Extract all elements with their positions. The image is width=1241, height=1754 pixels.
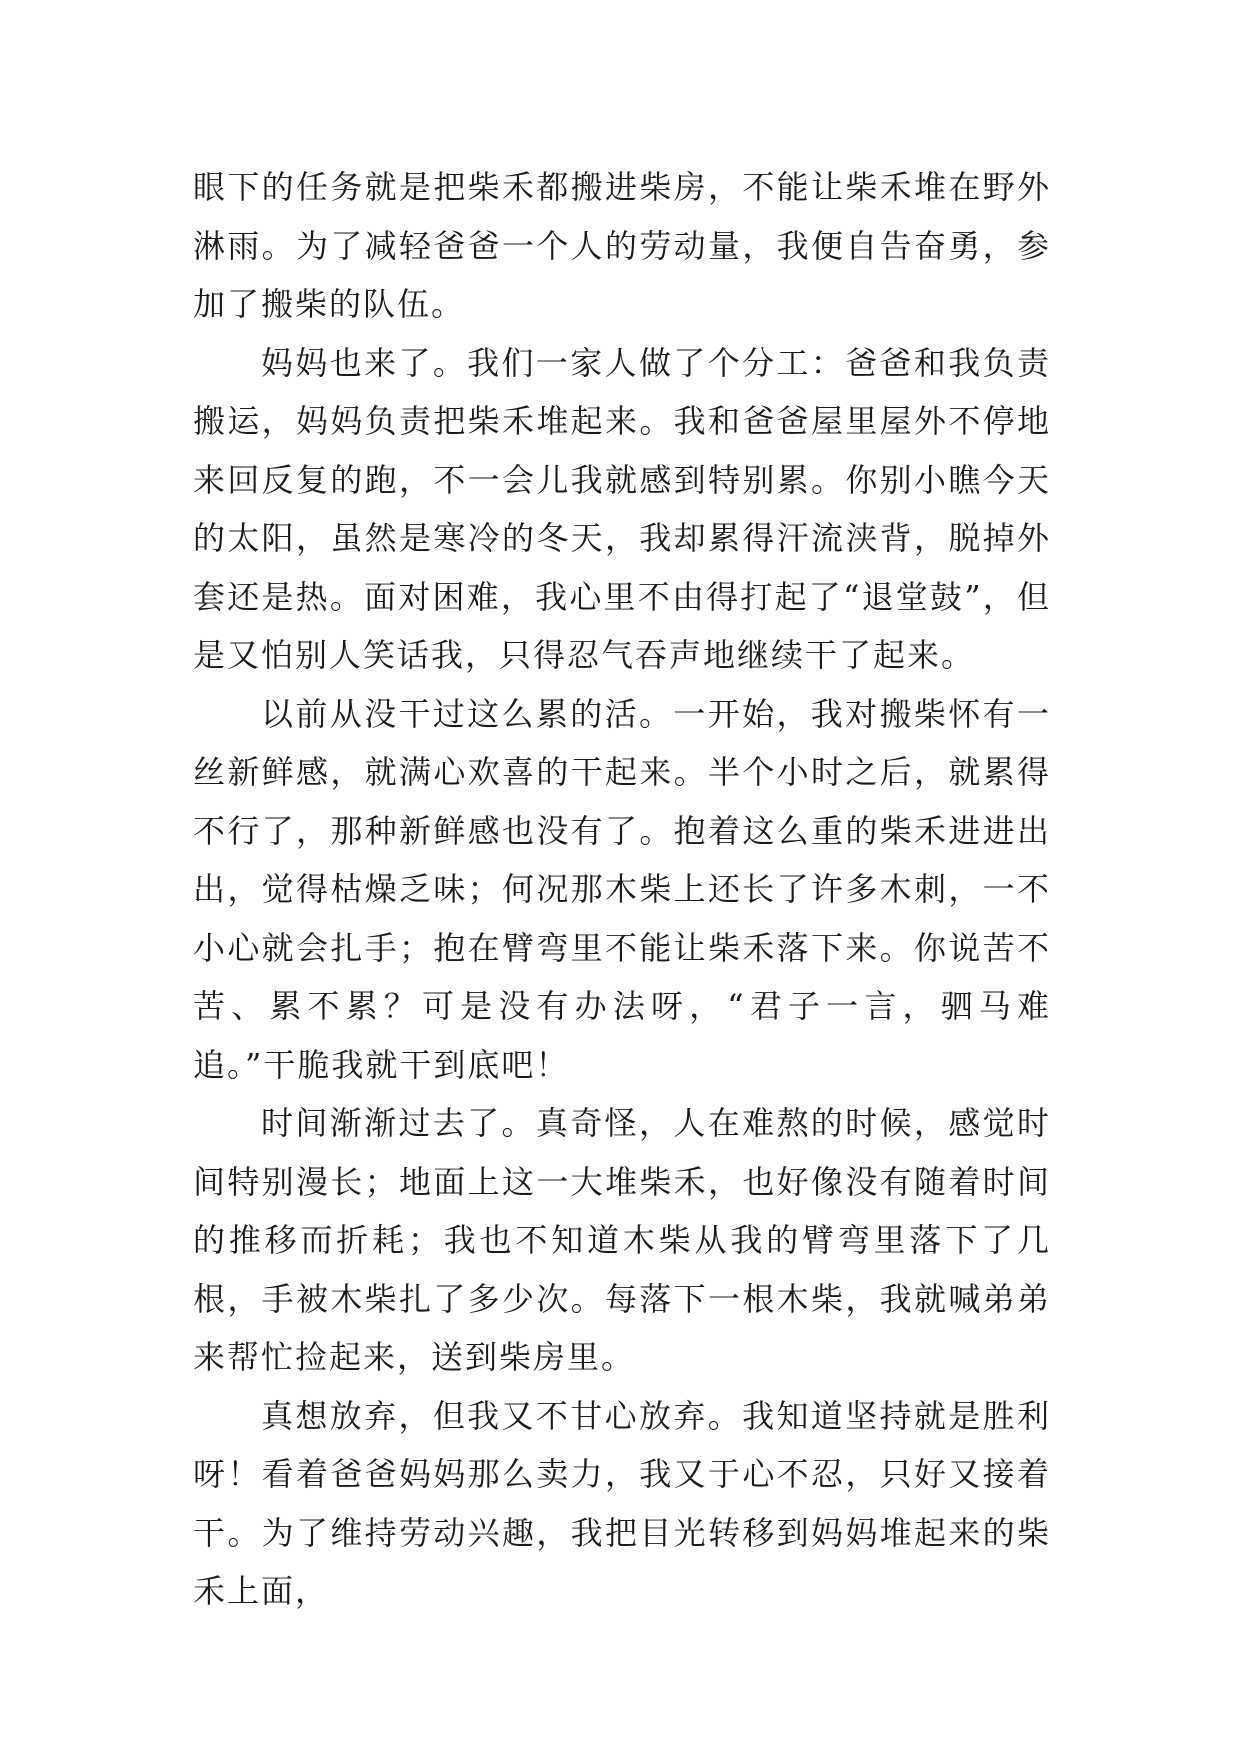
document-page	[193, 158, 1051, 1621]
paragraph-5: 真想放弃，但我又不甘心放弃。我知道坚持就是胜利呀！看着爸爸妈妈那么卖力，我又于心不忍，只好又接着干。为了维持劳动兴趣，我把目光转移到妈妈堆起来的柴禾上面，	[193, 1396, 1051, 1610]
paragraph-4: 时间渐渐过去了。真奇怪，人在难熬的时候，感觉时间特别漫长；地面上这一大堆柴禾，也好像没有随着时间的推移而折耗；我也不知道木柴从我的臂弯里落下了几根，手被木柴扎了多少次。每落下一根木柴，我就喊弟弟来帮忙捡起来，送到柴房里。	[193, 1104, 1051, 1376]
paragraph-3: 以前从没干过这么累的活。一开始，我对搬柴怀有一丝新鲜感，就满心欢喜的干起来。半个小时之后，就累得不行了，那种新鲜感也没有了。抱着这么重的柴禾进进出出，觉得枯燥乏味；何况那木柴上还长了许多木刺，一不小心就会扎手；抱在臂弯里不能让柴禾落下来。你说苦不苦、累不累？可是没有办法呀，“君子一言，驷马难追。”干脆我就干到底吧！	[193, 694, 1051, 1084]
paragraph-1: 眼下的任务就是把柴禾都搬进柴房，不能让柴禾堆在野外淋雨。为了减轻爸爸一个人的劳动量，我便自告奋勇，参加了搬柴的队伍。	[193, 168, 1051, 323]
paragraph-2: 妈妈也来了。我们一家人做了个分工：爸爸和我负责搬运，妈妈负责把柴禾堆起来。我和爸爸屋里屋外不停地来回反复的跑，不一会儿我就感到特别累。你别小瞧今天的太阳，虽然是寒冷的冬天，我却累得汗流浃背，脱掉外套还是热。面对困难，我心里不由得打起了“退堂鼓”，但是又怕别人笑话我，只得忍气吞声地继续干了起来。	[193, 343, 1051, 674]
